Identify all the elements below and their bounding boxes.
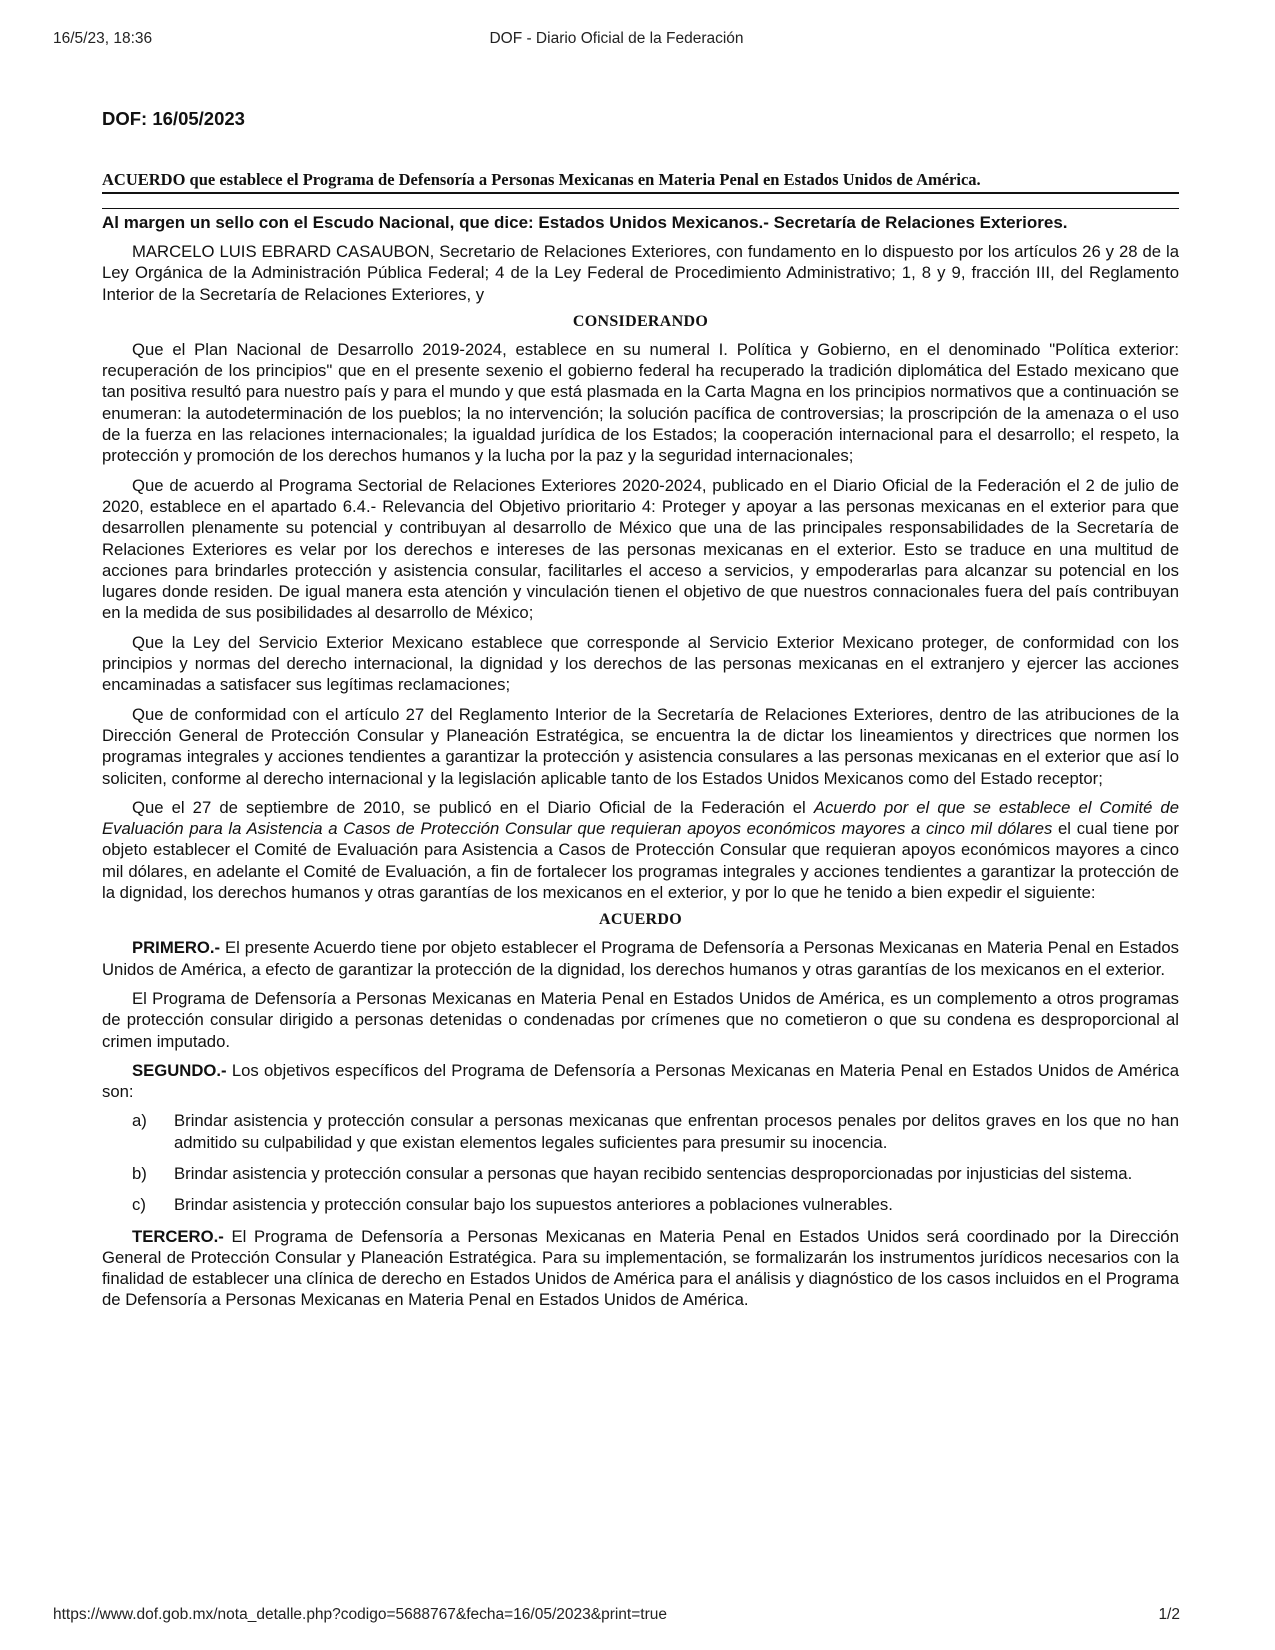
source-url: https://www.dof.gob.mx/nota_detalle.php?codigo=5688767&fecha=16/05/2023&print=true xyxy=(53,1606,667,1623)
list-item xyxy=(102,1194,1179,1215)
considerando-paragraph: Que la Ley del Servicio Exterior Mexicano establece que corresponde al Servicio Exterior Mexicano proteger, de conformidad con los principios y normas del derecho internacional, la dignidad y los derechos de las personas mexicanas en el extranjero y ejercer las acciones encaminadas a satisfacer sus legítimas reclamaciones; xyxy=(102,632,1179,695)
print-header xyxy=(53,30,1180,50)
list-item xyxy=(102,1163,1179,1184)
cited-agreement-title: Acuerdo por el que se establece el Comité de Evaluación para la Asistencia a Casos de Protección Consular que requieran apoyos económicos mayores a cinco mil dólares xyxy=(102,797,1179,839)
list-marker: c) xyxy=(132,1195,146,1215)
list-item xyxy=(102,1110,1179,1153)
objectives-list xyxy=(102,1110,1179,1215)
title-divider xyxy=(102,208,1179,209)
list-item-text: Brindar asistencia y protección consular a personas mexicanas que enfrentan procesos penales por delitos graves en los que no han admitido su culpabilidad y que existan elementos legales suficientes para presumir su inocencia. xyxy=(174,1111,1179,1152)
dof-date: DOF: 16/05/2023 xyxy=(102,108,245,129)
decree-title: ACUERDO que establece el Programa de Defensoría a Personas Mexicanas en Materia Penal en Estados Unidos de América. xyxy=(102,170,1179,194)
considerando-text: el cual tiene por objeto establecer el Comité de Evaluación para Asistencia a Casos de Protección Consular que requieran apoyos económicos mayores a cinco mil dólares, en adelante el Comité de Evaluación, a fin de fortalecer los programas integrales y acciones tendientes a garantizar la protección de la dignidad, los derechos humanos y otras garantías de los mexicanos en el exterior, y por lo que he tenido a bien expedir el siguiente: xyxy=(102,819,1179,903)
print-datetime: 16/5/23, 18:36 xyxy=(53,30,153,47)
article-text: El Programa de Defensoría a Personas Mexicanas en Materia Penal en Estados Unidos será coordinado por la Dirección General de Protección Consular y Planeación Estratégica. Para su implementación, se formalizarán los instrumentos jurídicos necesarios con la finalidad de establecer una clínica de derecho en Estados Unidos de América para el análisis y diagnóstico de los casos incluidos en el Programa de Defensoría a Personas Mexicanas en Materia Penal en Estados Unidos de América. xyxy=(102,1226,1179,1310)
list-item-text: Brindar asistencia y protección consular bajo los supuestos anteriores a poblaciones vulnerables. xyxy=(174,1195,893,1215)
list-item-text: Brindar asistencia y protección consular a personas que hayan recibido sentencias desproporcionadas por injusticias del sistema. xyxy=(174,1163,1133,1183)
intro-paragraph: MARCELO LUIS EBRARD CASAUBON, Secretario de Relaciones Exteriores, con fundamento en lo dispuesto por los artículos 26 y 28 de la Ley Orgánica de la Administración Pública Federal; 4 de la Ley Federal de Procedimiento Administrativo; 1, 8 y 9, fracción III, del Reglamento Interior de la Secretaría de Relaciones Exteriores, y xyxy=(102,242,1179,304)
print-page-title: DOF - Diario Oficial de la Federación xyxy=(489,30,744,47)
article-label: PRIMERO.- xyxy=(132,938,221,958)
margin-note: Al margen un sello con el Escudo Nacional, que dice: Estados Unidos Mexicanos.- Secretaría de Relaciones Exteriores. xyxy=(102,213,1068,232)
considerando-paragraph: Que de acuerdo al Programa Sectorial de Relaciones Exteriores 2020-2024, publicado en el Diario Oficial de la Federación el 2 de julio de 2020, establece en el apartado 6.4.- Relevancia del Objetivo prioritario 4: Proteger y apoyar a las personas mexicanas en el exterior para que desarrollen plenamente su potencial y contribuyan al desarrollo de México que una de las principales responsabilidades de la Secretaría de Relaciones Exteriores es velar por los derechos e intereses de las personas mexicanas en el exterior. Esto se traduce en una multitud de acciones para brindarles protección y asistencia consular, facilitarles el acceso a servicios, y empoderarlas para alcanzar su potencial en los lugares donde residen. De igual manera esta atención y vinculación tienen el objetivo de que nuestros connacionales fuera del país contribuyan en la medida de sus posibilidades al desarrollo de México; xyxy=(102,475,1179,623)
article-primero-paragraph: El Programa de Defensoría a Personas Mexicanas en Materia Penal en Estados Unidos de América, es un complemento a otros programas de protección consular dirigido a personas detenidas o condenadas por crímenes que no cometieron o que su condena es desproporcional al crimen imputado. xyxy=(102,988,1179,1051)
article-text: El presente Acuerdo tiene por objeto establecer el Programa de Defensoría a Personas Mexicanas en Materia Penal en Estados Unidos de América, a efecto de garantizar la protección de la dignidad, los derechos humanos y otras garantías de los mexicanos en el exterior. xyxy=(102,938,1179,979)
considerando-paragraph: Que el Plan Nacional de Desarrollo 2019-2024, establece en su numeral I. Política y Gobierno, en el denominado "Política exterior: recuperación de los principios" que en el presente sexenio el gobierno federal ha recuperado la tradición diplomática del Estado mexicano que tan positiva resultó para nuestro país y para el mundo y que está plasmada en la Carta Magna en los principios normativos que a continuación se enumeran: la autodeterminación de los pueblos; la no intervención; la solución pacífica de controversias; la proscripción de la amenaza o el uso de la fuerza en las relaciones internacionales; la igualdad jurídica de los Estados; la cooperación internacional para el desarrollo; el respeto, la protección y promoción de los derechos humanos y la lucha por la paz y la seguridad internacionales; xyxy=(102,339,1179,466)
considerando-paragraph xyxy=(102,797,1179,903)
considerando-text: Que el 27 de septiembre de 2010, se publicó en el Diario Oficial de la Federación el xyxy=(132,797,814,817)
print-footer xyxy=(53,1606,1180,1626)
considerando-paragraph: Que de conformidad con el artículo 27 del Reglamento Interior de la Secretaría de Relaciones Exteriores, dentro de las atribuciones de la Dirección General de Protección Consular y Planeación Estratégica, se encuentra la de dictar los lineamientos y directrices que normen los programas integrales y acciones tendientes a garantizar la protección y asistencia consulares a las personas mexicanas en el exterior que así lo soliciten, conforme al derecho internacional y la legislación aplicable tanto de los Estados Unidos Mexicanos como del Estado receptor; xyxy=(102,704,1179,788)
article-tercero xyxy=(102,1226,1179,1311)
article-label: TERCERO.- xyxy=(132,1226,224,1246)
article-text: Los objetivos específicos del Programa de Defensoría a Personas Mexicanas en Materia Penal en Estados Unidos de América son: xyxy=(102,1060,1179,1102)
article-label: SEGUNDO.- xyxy=(132,1060,227,1080)
article-segundo xyxy=(102,1060,1179,1103)
list-marker: a) xyxy=(132,1111,147,1131)
page-number: 1/2 xyxy=(1158,1606,1180,1623)
document-body xyxy=(102,108,1179,1319)
list-marker: b) xyxy=(132,1163,147,1183)
acuerdo-heading: ACUERDO xyxy=(599,911,682,929)
considerando-heading: CONSIDERANDO xyxy=(572,312,709,330)
article-primero xyxy=(102,937,1179,980)
